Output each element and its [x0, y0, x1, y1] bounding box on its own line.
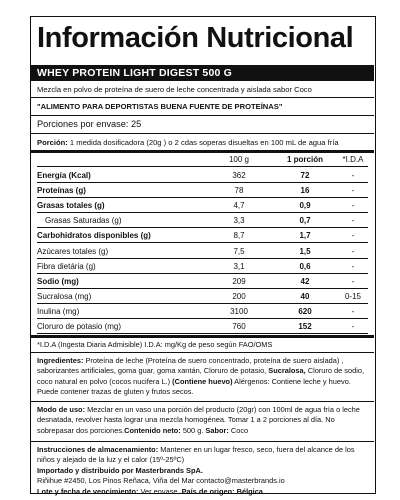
ida-note: *I.D.A (Ingesta Diaria Admisible) I.D.A: mg/Kg de peso según FAO/OMS: [37, 340, 273, 349]
value-portion: 40: [300, 291, 310, 301]
page-title: Información Nutricional: [37, 22, 354, 54]
nutrient-name: Fibra dietária (g): [37, 261, 96, 271]
nutrient-row: [31, 214, 374, 228]
nutrient-name: Proteínas (g): [37, 186, 86, 196]
value-portion: 620: [298, 306, 312, 316]
header-100g: 100 g: [228, 155, 250, 164]
header-ida: *I.D.A: [342, 155, 364, 164]
value-portion: 1,7: [299, 231, 311, 241]
value-ida: -: [351, 171, 355, 180]
value-portion: 72: [300, 171, 310, 180]
storage-section: Instrucciones de almacenamiento: Mantener en un lugar fresco, seco, fuera del alcance de los niños y alejado de la luz y el calor (15º-25ºC): [37, 445, 355, 465]
column-headers: [31, 153, 374, 167]
divider: [31, 115, 374, 116]
value-ida: -: [351, 201, 355, 211]
value-portion: 0,9: [299, 201, 311, 211]
nutrient-name: Sodio (mg): [37, 276, 79, 286]
value-ida: -: [351, 276, 355, 286]
value-portion: 16: [300, 186, 310, 196]
nutrient-row: [31, 305, 374, 319]
nutrient-row: [31, 275, 374, 289]
servings-per-container: [37, 119, 141, 129]
product-name-bar: WHEY PROTEIN LIGHT DIGEST 500 G: [31, 65, 374, 81]
value-portion: 1,5: [299, 246, 311, 256]
nutrient-name: Grasas totales (g): [37, 201, 105, 211]
ingredients-label: Ingredientes:: [37, 356, 84, 365]
value-100g: 200: [232, 291, 246, 301]
divider: [31, 97, 374, 98]
value-100g: 4,7: [233, 201, 245, 211]
value-ida: -: [351, 306, 355, 316]
slogan: "ALIMENTO PARA DEPORTISTAS BUENA FUENTE DE PROTEÍNAS": [37, 102, 283, 111]
value-ida: 0-15: [344, 291, 361, 301]
storage-label: Instrucciones de almacenamiento:: [37, 445, 159, 454]
portion-info: [37, 138, 339, 147]
value-100g: 7,5: [233, 246, 245, 256]
lot-info: Lote y fecha de vencimiento: Ver envase. País de origen: Bélgica.: [37, 486, 265, 496]
value-100g: 8,7: [233, 231, 245, 241]
nutrient-name: Azúcares totales (g): [37, 246, 109, 256]
divider: [31, 133, 374, 134]
nutrient-name: Cloruro de potasio (mg): [37, 322, 122, 331]
value-ida: -: [351, 322, 355, 331]
nutrient-row: [31, 169, 374, 183]
nutrient-row: [31, 290, 374, 304]
value-portion: 0,6: [299, 261, 311, 271]
value-100g: 3100: [230, 306, 248, 316]
importer-section: [37, 466, 371, 497]
portion-label: Porción:: [37, 138, 68, 147]
value-ida: -: [351, 246, 355, 256]
divider: [31, 441, 374, 442]
header-portion: 1 porción: [286, 155, 323, 164]
value-100g: 3,1: [233, 261, 245, 271]
usage-section: Modo de uso: Mezclar en un vaso una porción del producto (20gr) con 100ml de agua fría o leche desnatada, revolver hasta lograr una mezcla homogénea. Tomar 1 a 2 porciones al día. No sobrepasar dos porciones.Contenido neto: 500 g. Sabor: Coco: [37, 405, 360, 435]
nutrient-row: [31, 184, 374, 198]
importer-line: Importado y distribuido por Masterbrands SpA.: [37, 466, 203, 475]
value-portion: 42: [300, 276, 310, 286]
nutrient-row: [31, 260, 374, 274]
nutrient-row: [31, 320, 374, 334]
value-ida: -: [351, 186, 355, 196]
product-description: Mezcla en polvo de proteína de suero de leche concentrada y aislada sabor Coco: [37, 85, 312, 94]
nutrient-row: [31, 245, 374, 259]
nutrient-row: [31, 229, 374, 243]
value-ida: -: [351, 261, 355, 271]
divider: [31, 352, 374, 353]
portion-text: 1 medida dosificadora (20g ) o 2 cdas soperas disueltas en 100 mL de agua fría: [67, 138, 339, 147]
value-100g: 209: [232, 276, 246, 286]
value-100g: 78: [234, 186, 244, 196]
value-100g: 3,3: [233, 216, 245, 226]
servings-value: 25: [130, 119, 142, 129]
divider: [31, 401, 374, 402]
servings-label: Porciones por envase:: [37, 119, 129, 129]
nutrient-name: Inulina (mg): [37, 306, 80, 316]
importer-address: Riñihue #2450, Los Pinos Reñaca, Viña del Mar contacto@masterbrands.io: [37, 476, 285, 486]
nutrient-name: Sucralosa (mg): [37, 291, 92, 301]
nutrient-name: Carbohidratos disponibles (g): [37, 231, 151, 241]
value-portion: 0,7: [299, 216, 311, 226]
value-100g: 760: [232, 322, 246, 331]
value-ida: -: [351, 231, 355, 241]
value-portion: 152: [298, 322, 312, 331]
nutrient-row: [31, 199, 374, 213]
thick-divider: [31, 335, 374, 338]
value-ida: -: [351, 216, 355, 226]
nutrient-name: Energía (Kcal): [37, 171, 91, 180]
value-100g: 362: [232, 171, 246, 180]
nutrient-name: Grasas Saturadas (g): [45, 216, 122, 226]
usage-label: Modo de uso:: [37, 405, 86, 414]
ingredients-section: Ingredientes: Proteína de leche (Proteína de suero concentrado, proteína de suero aislada) , saborizantes artificiales, goma guar, goma xantán, Cloruro de potasio, Sucralosa, Cloruro de sodio, coco natural en polvo (cocos nucifera L.) (Contiene huevo) Alérgenos: Contiene leche y huevo. Puede contener trazas de gluten y frutos secos.: [37, 356, 365, 397]
nutrition-label: [30, 16, 376, 494]
